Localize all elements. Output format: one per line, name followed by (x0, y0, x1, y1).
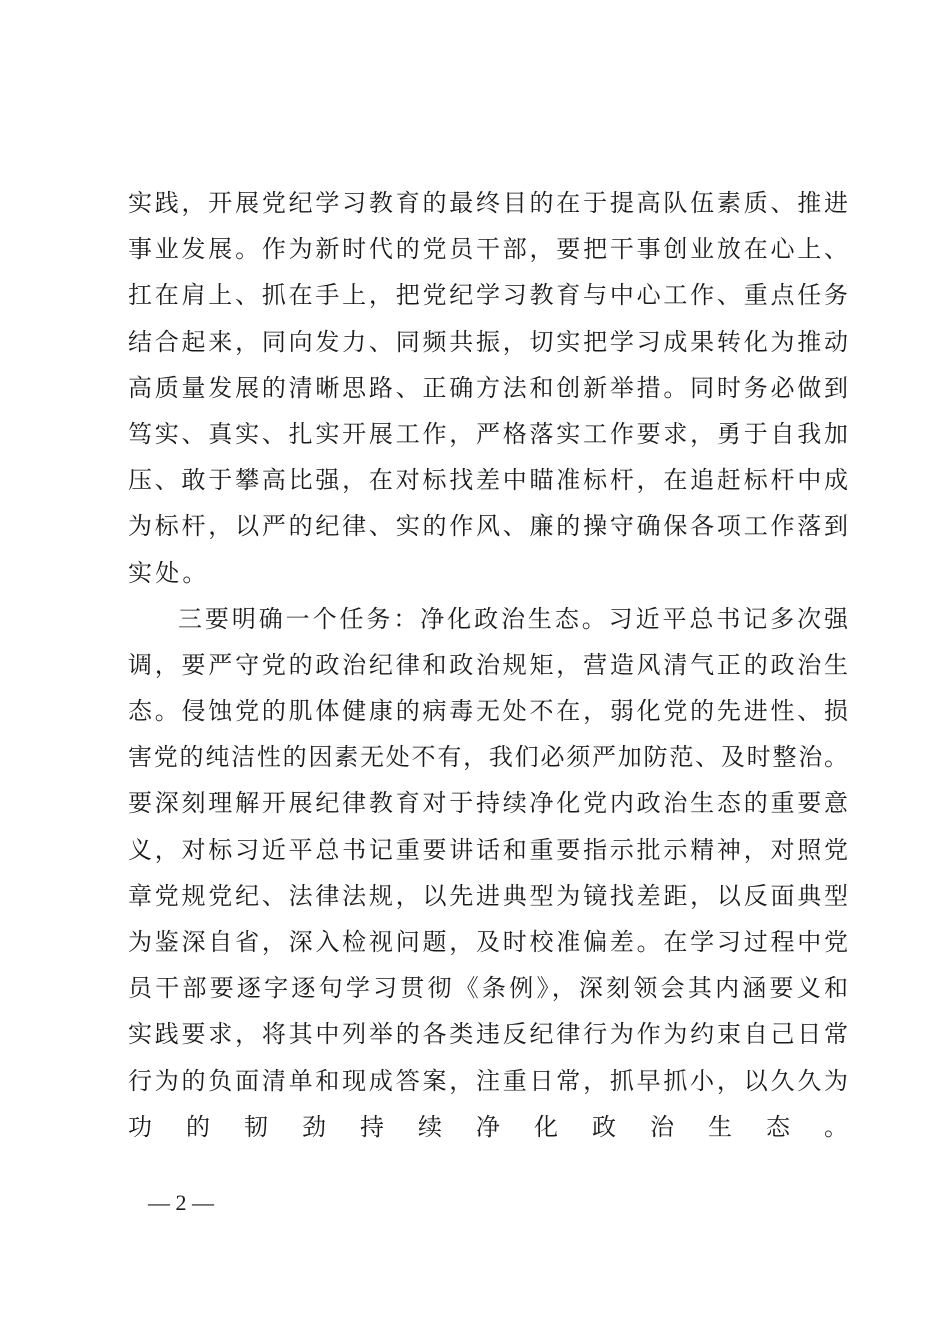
paragraph-2-line-12: 功的韧劲持续净化政治生态。 (128, 1112, 848, 1141)
page-number: — 2 — (148, 1190, 214, 1215)
paragraph-2-line-2: 调，要严守党的政治纪律和政治规矩，营造风清气正的政治生 (128, 650, 848, 679)
paragraph-2-line-4: 害党的纯洁性的因素无处不有，我们必须严加防范、及时整治。 (128, 743, 848, 772)
paragraph-1-line-1: 实践，开展党纪学习教育的最终目的在于提高队伍素质、推进 (128, 189, 848, 217)
paragraph-1-line-3: 扛在肩上、抓在手上，把党纪学习教育与中心工作、重点任务 (128, 281, 848, 310)
paragraph-2-line-8: 为鉴深自省，深入检视问题，及时校准偏差。在学习过程中党 (128, 928, 848, 956)
paragraph-2-line-11: 行为的负面清单和现成答案，注重日常，抓早抓小，以久久为 (128, 1066, 848, 1095)
paragraph-1-line-5: 高质量发展的清晰思路、正确方法和创新举措。同时务必做到 (128, 373, 848, 402)
paragraph-1-line-9: 实处。 (128, 558, 210, 587)
paragraph-1-line-7: 压、敢于攀高比强，在对标找差中瞄准标杆，在追赶标杆中成 (128, 466, 848, 495)
paragraph-2-line-3: 态。侵蚀党的肌体健康的病毒无处不在，弱化党的先进性、损 (128, 697, 848, 726)
body-text (128, 180, 848, 1196)
paragraph-2-line-13 (128, 1150, 848, 1196)
paragraph-2-line-6: 义，对标习近平总书记重要讲话和重要指示批示精神，对照党 (128, 835, 848, 864)
paragraph-2-line-9: 员干部要逐字逐句学习贯彻《条例》，深刻领会其内涵要义和 (128, 974, 848, 1003)
paragraph-1-line-8: 为标杆，以严的纪律、实的作风、廉的操守确保各项工作落到 (128, 512, 848, 541)
paragraph-2-line-10: 实践要求，将其中列举的各类违反纪律行为作为约束自己日常 (128, 1020, 848, 1049)
paragraph-2-line-5: 要深刻理解开展纪律教育对于持续净化党内政治生态的重要意 (128, 789, 848, 818)
paragraph-2-line-7: 章党规党纪、法律法规，以先进典型为镜找差距，以反面典型 (128, 881, 848, 910)
paragraph-1-line-6: 笃实、真实、扎实开展工作，严格落实工作要求，勇于自我加 (128, 419, 848, 448)
paragraph-1-line-4: 结合起来，同向发力、同频共振，切实把学习成果转化为推动 (128, 327, 848, 356)
paragraph-1-line-2: 事业发展。作为新时代的党员干部，要把干事创业放在心上、 (128, 235, 848, 264)
paragraph-2-line-1: 三要明确一个任务：净化政治生态。习近平总书记多次强 (178, 604, 848, 633)
